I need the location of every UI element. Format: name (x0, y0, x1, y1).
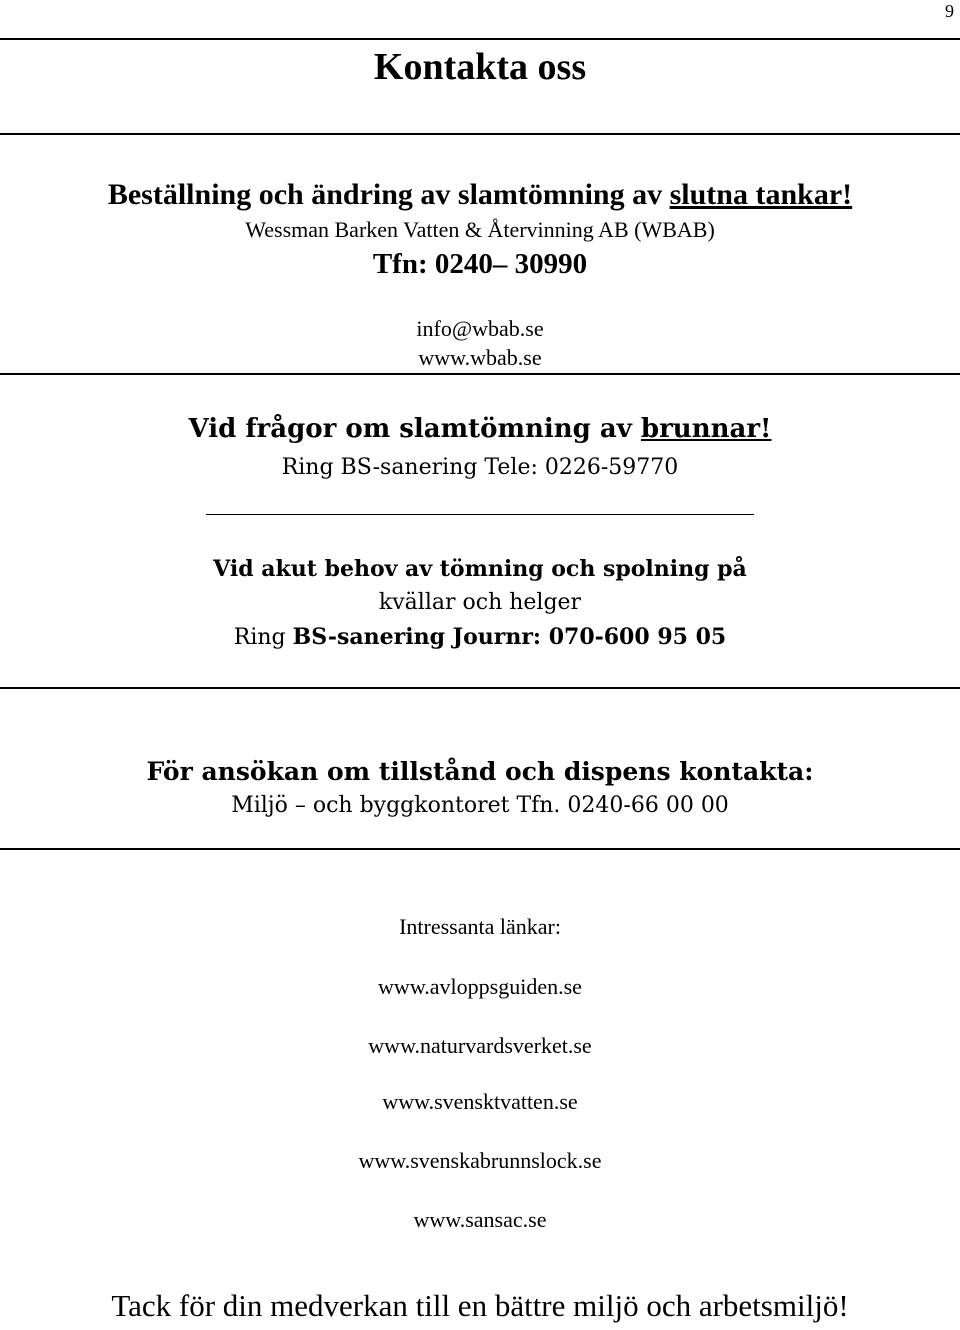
link-item[interactable]: www.svensktvatten.se (382, 1089, 578, 1114)
divider (0, 133, 960, 135)
wells-heading-text: Vid frågor om slamtömning av (188, 414, 641, 444)
divider (0, 848, 960, 850)
permit-contact: Miljö – och byggkontoret Tfn. 0240-66 00 00 (231, 793, 729, 818)
tank-phone: Tfn: 0240– 30990 (372, 248, 588, 280)
urgent-call-number: BS-sanering Journr: 070-600 95 05 (292, 624, 727, 650)
wells-heading-link[interactable]: brunnar! (640, 414, 772, 444)
wells-heading (0, 414, 960, 444)
link-item[interactable]: www.sansac.se (413, 1207, 547, 1232)
urgent-line-1: Vid akut behov av tömning och spolning på (213, 556, 747, 582)
company-name: Wessman Barken Vatten & Återvinning AB (WBAB) (245, 217, 715, 242)
page-number: 9 (945, 1, 954, 21)
urgent-line-3 (0, 624, 960, 650)
urgent-call-prefix: Ring (233, 625, 293, 650)
short-divider (206, 514, 754, 515)
link-item[interactable]: www.avloppsguiden.se (378, 974, 582, 999)
tank-heading-link[interactable]: slutna tankar! (669, 178, 853, 211)
urgent-line-2: kvällar och helger (378, 590, 582, 615)
link-item[interactable]: www.svenskabrunnslock.se (358, 1148, 602, 1173)
tank-website[interactable]: www.wbab.se (418, 345, 542, 370)
tank-heading-text: Beställning och ändring av slamtömning av (107, 178, 670, 211)
page-title: Kontakta oss (373, 46, 587, 88)
links-heading: Intressanta länkar: (399, 914, 561, 939)
tank-heading (0, 178, 960, 212)
divider (0, 38, 960, 40)
divider (0, 687, 960, 689)
tank-email[interactable]: info@wbab.se (416, 316, 544, 341)
closing-message: Tack för din medverkan till en bättre miljö och arbetsmiljö! (111, 1288, 849, 1323)
wells-contact: Ring BS-sanering Tele: 0226-59770 (281, 455, 679, 480)
divider (0, 373, 960, 375)
link-item[interactable]: www.naturvardsverket.se (368, 1033, 592, 1058)
permit-heading: För ansökan om tillstånd och dispens kontakta: (146, 757, 814, 786)
